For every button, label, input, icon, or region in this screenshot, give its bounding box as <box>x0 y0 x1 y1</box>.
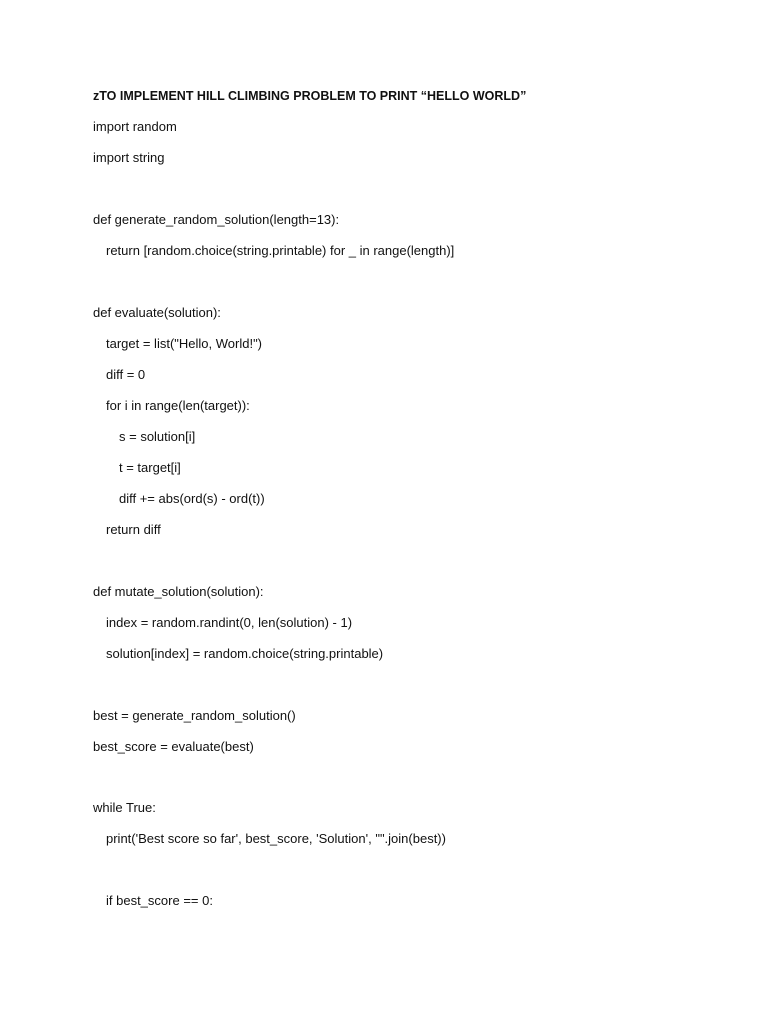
code-line: import random <box>93 119 177 134</box>
code-line: def mutate_solution(solution): <box>93 584 264 599</box>
code-line: print('Best score so far', best_score, 'Solution', "".join(best)) <box>106 831 446 846</box>
code-line: while True: <box>93 800 156 815</box>
code-line: def evaluate(solution): <box>93 305 221 320</box>
code-line: s = solution[i] <box>119 429 196 444</box>
code-line: solution[index] = random.choice(string.printable) <box>106 646 384 661</box>
code-line: for i in range(len(target)): <box>106 398 250 413</box>
code-line: return [random.choice(string.printable) for _ in range(length)] <box>106 243 455 258</box>
code-line: best_score = evaluate(best) <box>93 739 254 754</box>
code-line: index = random.randint(0, len(solution) - 1) <box>106 615 353 630</box>
code-line: def generate_random_solution(length=13): <box>93 212 340 227</box>
code-line: diff = 0 <box>106 367 146 382</box>
code-line: best = generate_random_solution() <box>93 708 296 723</box>
code-line: diff += abs(ord(s) - ord(t)) <box>119 491 265 506</box>
code-line: if best_score == 0: <box>106 893 213 908</box>
document-title: zTO IMPLEMENT HILL CLIMBING PROBLEM TO PRINT “HELLO WORLD” <box>93 89 527 103</box>
code-line: t = target[i] <box>119 460 181 475</box>
code-line: return diff <box>106 522 161 537</box>
code-line: import string <box>93 150 165 165</box>
code-line: target = list("Hello, World!") <box>106 336 263 351</box>
